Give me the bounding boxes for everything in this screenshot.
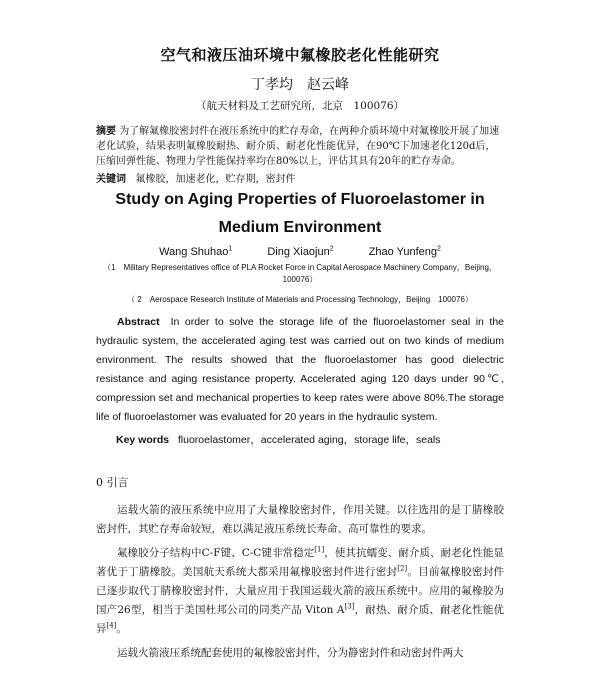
english-keywords-text: fluoroelastomer，accelerated aging，storage life，seals (177, 434, 441, 446)
section-heading-introduction: 0 引言 (96, 476, 129, 489)
english-affiliation-1: （1 Military Representatives office of PLA Rocket Force in Capital Aerospace Machinery Company，Beijing，100076） (103, 263, 497, 284)
english-affiliation-2: （ 2 Aerospace Research Institute of Materials and Processing Technology，Beijing 100076） (127, 295, 473, 304)
body-paragraph-1: 运载火箭的液压系统中应用了大量橡胶密封件，作用关键。以往选用的是丁腈橡胶密封件，其贮存寿命较短，难以满足液压系统长寿命、高可靠性的要求。 (96, 504, 504, 535)
english-keywords-label: Key words (116, 434, 170, 446)
chinese-title: 空气和液压油环境中氟橡胶老化性能研究 (160, 46, 440, 64)
author-2: Ding Xiaojun$^2$ (267, 245, 334, 258)
chinese-keywords (96, 170, 504, 185)
body-paragraph-2: 氟橡胶分子结构中C-F键、C-C键非常稳定[1]，使其抗蠕变、耐介质、耐老化性能显著优于丁腈橡胶。美国航天系统大都采用氟橡胶密封件进行密封[2]。目前氟橡胶密封件已逐步取代丁腈橡胶密封件，大量应用于我国运载火箭的液压系统中。应用的氟橡胶为国产26型，相当于美国杜邦公司的同类产品 Viton A[3]，耐热、耐介质、耐老化性能优异[4]。 (96, 545, 505, 635)
citation-2: [2] (397, 564, 408, 573)
chinese-keywords-label: 关键词 (96, 174, 126, 185)
chinese-abstract-text: 为了解氟橡胶密封件在液压系统中的贮存寿命，在两种介质环境中对氟橡胶开展了加速老化试验，结果表明氟橡胶耐热、耐介质、耐老化性能优异，在90℃下加速老化120d后，压缩回弹性能、物理力学性能保持率均在80%以上，评估其具有20年的贮存寿命。 (96, 126, 500, 167)
author-3: Zhao Yunfeng$^2$ (368, 245, 441, 258)
author-1: Wang Shuhao$^1$ (159, 245, 233, 258)
chinese-abstract (96, 124, 504, 169)
english-abstract (96, 313, 504, 427)
chinese-affiliation: （航天材料及工艺研究所，北京 100076） (195, 100, 405, 112)
english-authors (0, 246, 600, 258)
english-abstract-label: Abstract (117, 316, 160, 328)
body-text (96, 501, 504, 668)
english-title: Study on Aging Properties of Fluoroelastomer in Medium Environment (115, 191, 485, 236)
citation-3: [3] (344, 602, 355, 611)
english-keywords (116, 432, 504, 447)
citation-4: [4] (106, 621, 117, 630)
chinese-keywords-text: 氟橡胶，加速老化，贮存期，密封件 (135, 174, 296, 185)
citation-1: [1] (314, 545, 325, 554)
english-abstract-text: In order to solve the storage life of the fluoroelastomer seal in the hydraulic system, the accelerated aging test was carried out on two kinds of medium environment. The results showed that the fluoroelastomer has good dielectric resistance and aging resistance property. Accelerated aging 120 days under 90℃, compression set and mechanical properties to keep rates were above 80%.The storage life of fluoroelastomer was evaluated for 20 years in the hydraulic system. (96, 316, 504, 423)
chinese-abstract-label: 摘要 (96, 126, 116, 137)
body-paragraph-3: 运载火箭液压系统配套使用的氟橡胶密封件，分为静密封件和动密封件两大 (117, 647, 464, 659)
chinese-authors: 丁孝均 赵云峰 (251, 77, 349, 93)
